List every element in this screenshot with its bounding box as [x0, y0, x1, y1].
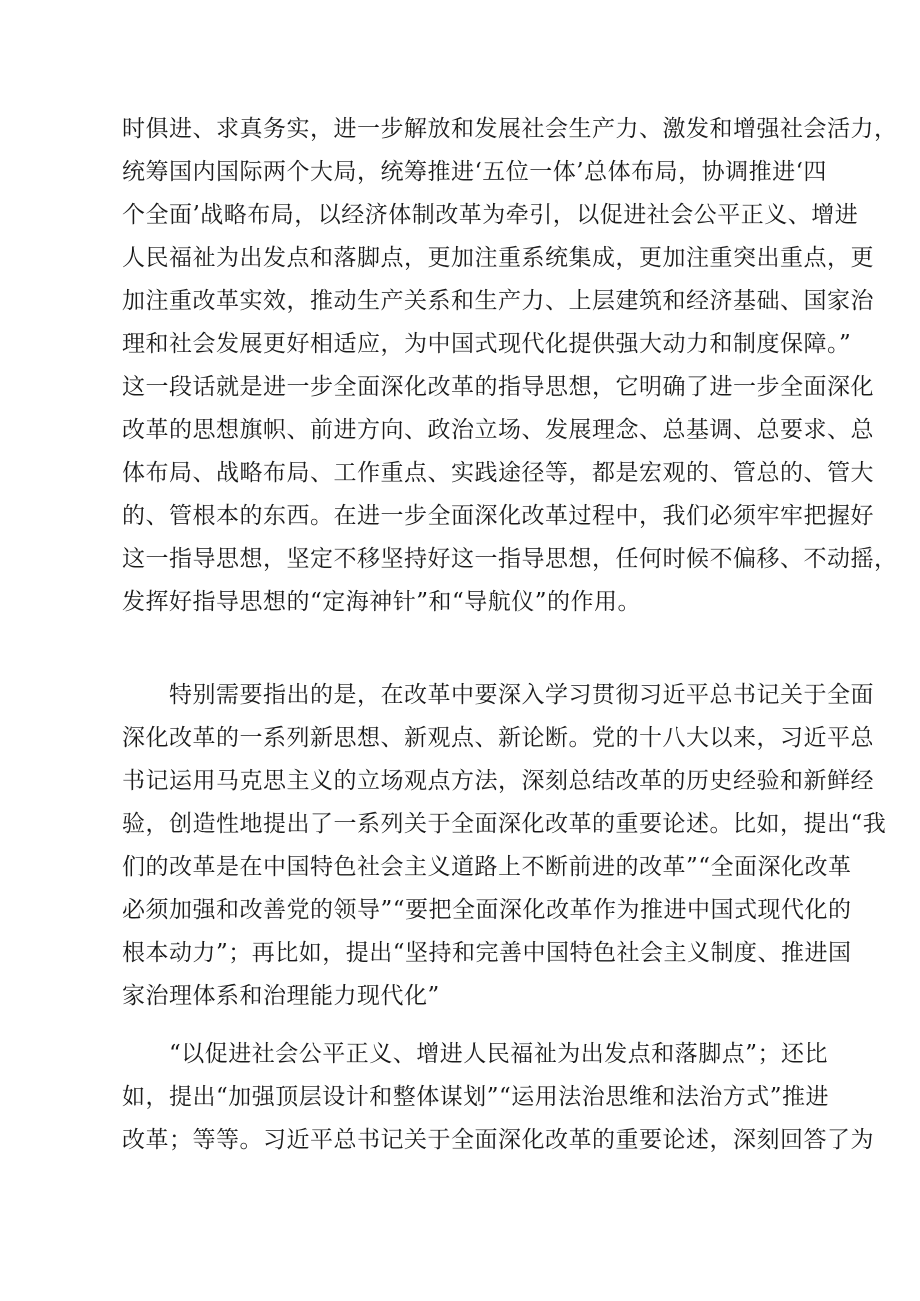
text-line: 改革；等等。习近平总书记关于全面深化改革的重要论述，深刻回答了为: [122, 1127, 874, 1153]
text-line: 这一段话就是进一步全面深化改革的指导思想，它明确了进一步全面深化: [122, 374, 874, 400]
text-line: 们的改革是在中国特色社会主义道路上不断前进的改革”“全面深化改革: [122, 854, 852, 880]
text-line: 根本动力”；再比如，提出“坚持和完善中国特色社会主义制度、推进国: [122, 940, 852, 966]
text-line: 这一指导思想，坚定不移坚持好这一指导思想，任何时候不偏移、不动摇，: [122, 546, 898, 572]
text-line: 发挥好指导思想的“定海神针”和“导航仪”的作用。: [122, 589, 642, 615]
text-line: “以促进社会公平正义、增进人民福祉为出发点和落脚点”；还比: [122, 1041, 829, 1067]
text-line: 时俱进、求真务实，进一步解放和发展社会生产力、激发和增强社会活力，: [122, 116, 898, 142]
text-line: 个全面’战略布局，以经济体制改革为牵引，以促进社会公平正义、增进: [122, 202, 859, 228]
text-line: 深化改革的一系列新思想、新观点、新论断。党的十八大以来，习近平总: [122, 725, 874, 751]
text-line: 必须加强和改善党的领导”“要把全面深化改革作为推进中国式现代化的: [122, 897, 852, 923]
text-line: 加注重改革实效，推动生产关系和生产力、上层建筑和经济基础、国家治: [122, 288, 874, 314]
paragraph-3: [122, 1033, 874, 1162]
text-line: 如，提出“加强顶层设计和整体谋划”“运用法治思维和法治方式”推进: [122, 1084, 830, 1110]
text-line: 统筹国内国际两个大局，统筹推进‘五位一体’总体布局，协调推进‘四: [122, 159, 827, 185]
text-line: 理和社会发展更好相适应，为中国式现代化提供强大动力和制度保障。”: [122, 331, 852, 357]
text-line: 人民福祉为出发点和落脚点，更加注重系统集成，更加注重突出重点，更: [122, 245, 874, 271]
text-line: 的、管根本的东西。在进一步全面深化改革过程中，我们必须牢牢把握好: [122, 503, 874, 529]
text-line: 体布局、战略布局、工作重点、实践途径等，都是宏观的、管总的、管大: [122, 460, 874, 486]
paragraph-1: [122, 108, 898, 624]
text-line: 家治理体系和治理能力现代化”: [122, 983, 440, 1009]
text-line: 特别需要指出的是，在改革中要深入学习贯彻习近平总书记关于全面: [122, 682, 874, 708]
paragraph-2: [122, 674, 887, 1018]
text-line: 书记运用马克思主义的立场观点方法，深刻总结改革的历史经验和新鲜经: [122, 768, 874, 794]
text-line: 验，创造性地提出了一系列关于全面深化改革的重要论述。比如，提出“我: [122, 811, 887, 837]
text-line: 改革的思想旗帜、前进方向、政治立场、发展理念、总基调、总要求、总: [122, 417, 874, 443]
